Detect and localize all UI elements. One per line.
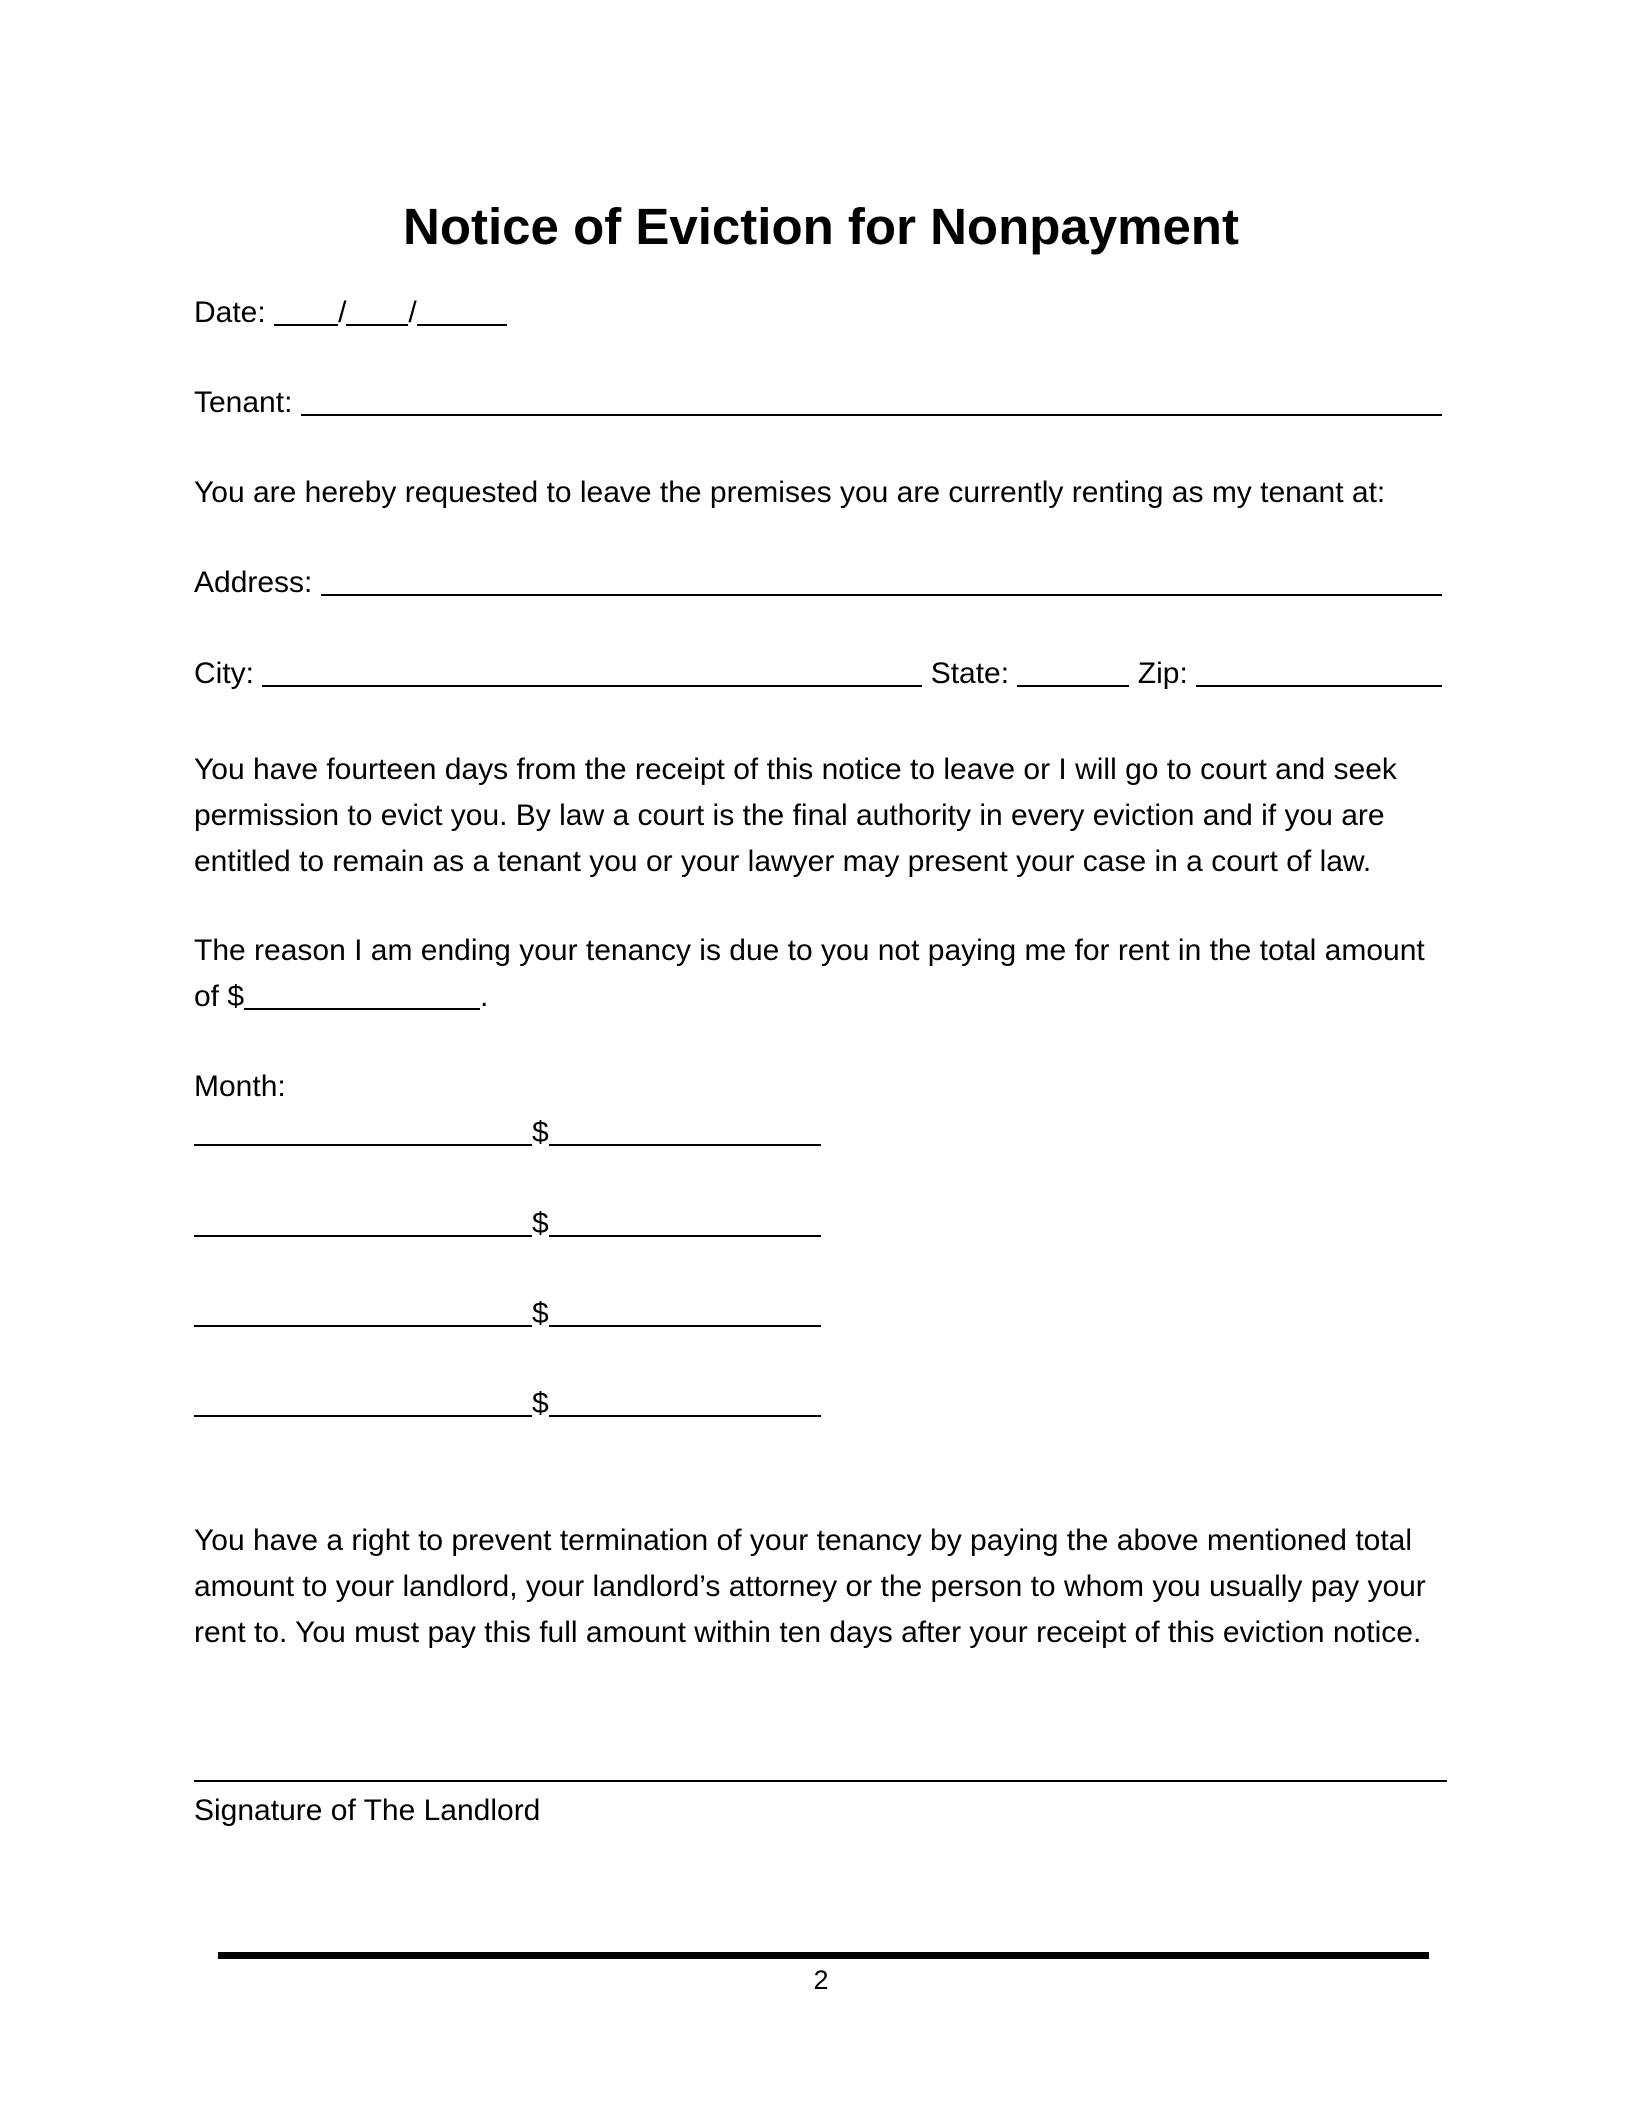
month-row <box>194 1110 821 1156</box>
total-amount-prefix: of $ <box>194 980 245 1013</box>
month-amount-blank[interactable] <box>549 1325 821 1327</box>
notice-line: permission to evict you. By law a court is the final authority in every eviction and if you are <box>194 799 1385 832</box>
month-amount-blank[interactable] <box>549 1235 821 1237</box>
zip-blank[interactable] <box>1196 685 1442 687</box>
date-day-blank[interactable] <box>346 324 408 326</box>
city-label: City: <box>194 657 254 690</box>
rights-paragraph <box>194 1518 1444 1656</box>
location-field-row <box>194 651 1442 697</box>
month-name-blank[interactable] <box>194 1144 532 1146</box>
date-separator: / <box>408 296 417 329</box>
month-amount-blank[interactable] <box>549 1415 821 1417</box>
zip-label: Zip: <box>1137 657 1188 690</box>
address-label: Address: <box>194 566 313 599</box>
state-label: State: <box>930 657 1010 690</box>
date-field-row <box>194 290 507 336</box>
city-blank[interactable] <box>262 685 922 687</box>
total-amount-blank[interactable] <box>244 1008 480 1010</box>
month-row <box>194 1201 821 1247</box>
currency-symbol: $ <box>532 1297 549 1330</box>
date-separator: / <box>338 296 347 329</box>
month-name-blank[interactable] <box>194 1415 532 1417</box>
document-title: Notice of Eviction for Nonpayment <box>403 198 1239 255</box>
signature-line[interactable] <box>194 1780 1447 1782</box>
reason-line: The reason I am ending your tenancy is due to you not paying me for rent in the total amount <box>194 934 1425 967</box>
state-blank[interactable] <box>1017 685 1129 687</box>
month-amount-blank[interactable] <box>549 1144 821 1146</box>
date-label: Date: <box>194 296 266 329</box>
tenant-field-row <box>194 380 1442 426</box>
currency-symbol: $ <box>532 1387 549 1420</box>
reason-paragraph <box>194 928 1444 974</box>
month-name-blank[interactable] <box>194 1235 532 1237</box>
rights-line: You have a right to prevent termination of your tenancy by paying the above mentioned total <box>194 1524 1413 1557</box>
date-year-blank[interactable] <box>417 324 507 326</box>
address-field-row <box>194 560 1442 606</box>
month-name-blank[interactable] <box>194 1325 532 1327</box>
notice-line: You have fourteen days from the receipt of this notice to leave or I will go to court and seek <box>194 753 1397 786</box>
month-label: Month: <box>194 1070 286 1103</box>
request-text: You are hereby requested to leave the premises you are currently renting as my tenant at: <box>194 476 1386 509</box>
currency-symbol: $ <box>532 1116 549 1149</box>
tenant-blank[interactable] <box>301 414 1442 416</box>
page-number: 2 <box>813 1965 829 1995</box>
rights-line: amount to your landlord, your landlord’s attorney or the person to whom you usually pay your <box>194 1570 1426 1603</box>
total-amount-row <box>194 974 488 1020</box>
rights-line: rent to. You must pay this full amount within ten days after your receipt of this eviction notice. <box>194 1616 1422 1649</box>
month-row <box>194 1291 821 1337</box>
tenant-label: Tenant: <box>194 386 293 419</box>
notice-paragraph <box>194 747 1444 885</box>
footer-rule <box>218 1952 1429 1959</box>
date-month-blank[interactable] <box>274 324 338 326</box>
address-blank[interactable] <box>321 594 1442 596</box>
currency-symbol: $ <box>532 1207 549 1240</box>
notice-line: entitled to remain as a tenant you or your lawyer may present your case in a court of law. <box>194 845 1372 878</box>
month-row <box>194 1381 821 1427</box>
total-amount-suffix: . <box>480 980 489 1013</box>
signature-label: Signature of The Landlord <box>194 1794 541 1827</box>
